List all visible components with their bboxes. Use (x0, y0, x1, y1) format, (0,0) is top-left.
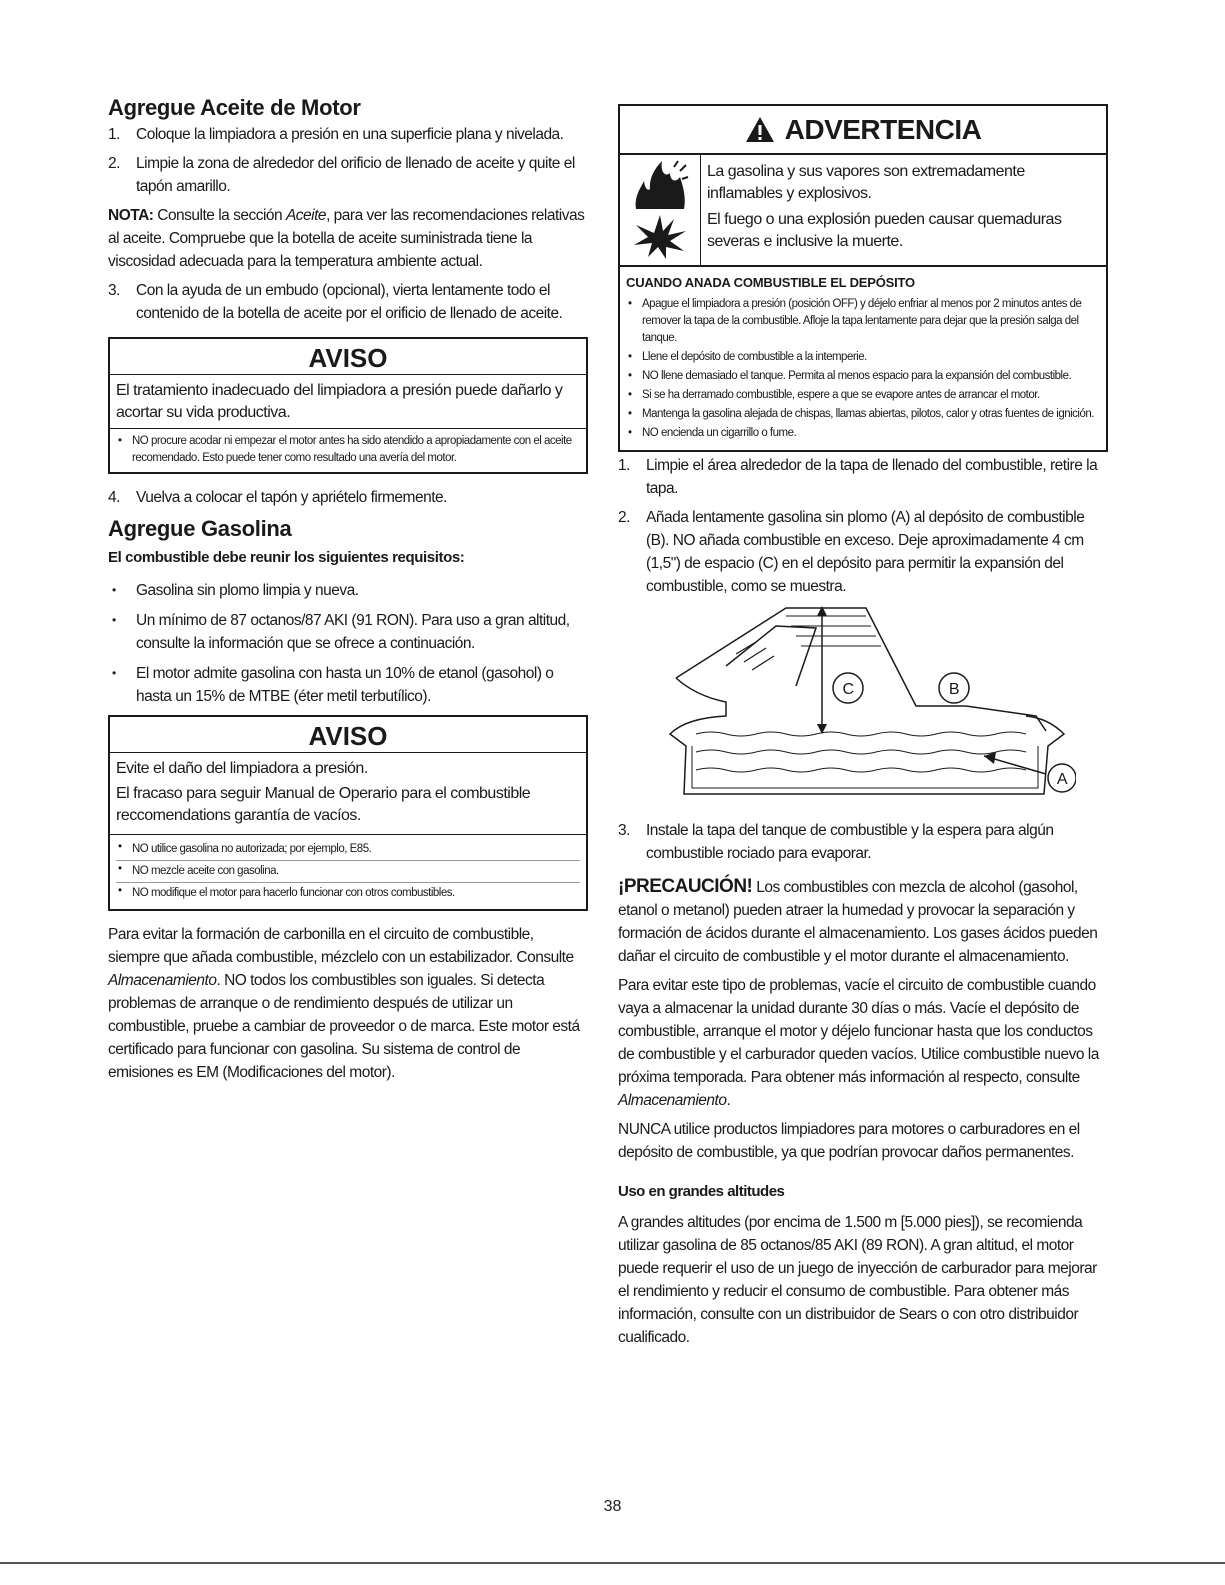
explosion-icon (630, 211, 690, 261)
aviso-line: El fracaso para seguir Manual de Operario para el combustible reccomendations garantía de vacíos. (116, 785, 531, 824)
step-text: Limpie la zona de alrededor del orificio de llenado de aceite y quite el tapón amarillo. (136, 155, 575, 195)
advertencia-list (620, 296, 1106, 450)
page-number: 38 (603, 1498, 622, 1515)
oil-steps (108, 123, 588, 198)
label-c: C (842, 681, 854, 698)
list-item: • Gasolina sin plomo limpia y nueva. (108, 579, 588, 602)
hazard-icons (620, 155, 701, 265)
fuel-tank-illustration (666, 606, 1076, 806)
fuel-step-3 (618, 819, 1108, 865)
advertencia-subtitle: CUANDO ANADA COMBUSTIBLE EL DEPÓSITO (626, 275, 915, 290)
aviso-main-text (110, 753, 586, 835)
fire-icon (630, 159, 690, 211)
aviso-title: AVISO (110, 717, 586, 753)
precaucion-paragraph (618, 875, 1108, 968)
list-item: • NO llene demasiado el tanque. Permita al menos espacio para la expansión del combustible. (626, 368, 1100, 385)
advertencia-header (620, 106, 1106, 155)
paragraph-text: . NO todos los combustibles son iguales. Si detecta problemas de arranque o de rendimiento después de utilizar un combustible, pruebe a cambiar de proveedor o de marca. Este motor está certificado para funcionar con gasolina. Su sistema de control de emisiones es EM (Modificaciones del motor). (108, 972, 580, 1081)
list-item (618, 506, 1108, 598)
nota-link-text: Aceite (285, 207, 327, 224)
storage-paragraph (618, 974, 1108, 1112)
paragraph-link-text: Almacenamiento (618, 1092, 727, 1109)
altitude-paragraph: A grandes altitudes (por encima de 1.500 m [5.000 pies]), se recomienda utilizar gasolina de 85 octanos/85 AKI (89 RON). A gran altitud, el motor puede requerir el uso de un juego de inyección de carburador para mejorar el rendimiento y reducir el consumo de combustible. Para obtener más información, consulte con un distribuidor de Sears o con otro distribuidor cualificado. (618, 1214, 1097, 1346)
aviso-box-fuel (108, 715, 588, 911)
advertencia-title: ADVERTENCIA (784, 114, 982, 145)
fuel-steps (618, 454, 1108, 598)
paragraph-text: . (726, 1092, 731, 1109)
precaucion-label: ¡PRECAUCIÓN! (618, 876, 753, 897)
list-item: • Si se ha derramado combustible, espere a que se evapore antes de arrancar el motor. (626, 387, 1100, 404)
oil-step-3 (108, 279, 588, 325)
gas-section-title: Agregue Gasolina (108, 516, 292, 541)
step-number: 2. (108, 155, 120, 172)
oil-step-4 (108, 486, 588, 509)
list-item (108, 123, 588, 146)
list-item: • NO procure acodar ni empezar el motor antes ha sido atendido a apropiadamente con el aceite recomendado. Esto puede tener como resultado una avería del motor. (116, 433, 580, 467)
step-number: 1. (108, 126, 120, 143)
nunca-paragraph: NUNCA utilice productos limpiadores para motores o carburadores en el depósito de combustible, ya que podrían provocar daños permanentes. (618, 1121, 1080, 1161)
hazard-line: La gasolina y sus vapores son extremadamente inflamables y explosivos. (707, 163, 1025, 202)
list-item (108, 279, 588, 325)
warning-triangle-icon (745, 116, 775, 143)
fuel-tank-diagram (666, 606, 1108, 813)
step-text: Vuelva a colocar el tapón y apriételo firmemente. (136, 489, 447, 506)
step-number: 3. (108, 282, 120, 299)
advertencia-box (618, 104, 1108, 452)
aviso-list (110, 429, 586, 472)
paragraph-link-text: Almacenamiento (108, 972, 217, 989)
hazard-line: El fuego o una explosión pueden causar quemaduras severas e inclusive la muerte. (707, 211, 1062, 250)
list-item: • Mantenga la gasolina alejada de chispas, llamas abiertas, pilotos, calor y otras fuentes de ignición. (626, 406, 1100, 423)
paragraph-text: Los combustibles con mezcla de alcohol (gasohol, etanol o metanol) pueden atraer la humedad y provocar la separación y formación de ácidos durante el almacenamiento. Los gases ácidos pueden dañar el circuito de combustible y el motor durante el almacenamiento. (618, 879, 1098, 965)
step-text: Añada lentamente gasolina sin plomo (A) al depósito de combustible (B). NO añada combustible en exceso. Deje aproximadamente 4 cm (1,5") de espacio (C) en el depósito para permitir la expansión del combustible, como se muestra. (646, 509, 1085, 595)
nota-text: Consulte la sección (153, 207, 286, 224)
step-text: Limpie el área alrededor de la tapa de llenado del combustible, retire la tapa. (646, 457, 1098, 497)
label-a: A (1056, 771, 1068, 788)
list-item: • NO mezcle aceite con gasolina. (116, 861, 580, 883)
step-text: Coloque la limpiadora a presión en una superficie plana y nivelada. (136, 126, 564, 143)
divider (0, 1562, 1225, 1564)
list-item: • NO modifique el motor para hacerlo funcionar con otros combustibles. (116, 883, 580, 904)
oil-section-title: Agregue Aceite de Motor (108, 95, 361, 120)
nota-text: , para ver las recomendaciones relativas al aceite. Compruebe que la botella de aceite suministrada tiene la viscosidad adecuada para la temperatura ambiente actual. (108, 207, 585, 270)
requirements-title: El combustible debe reunir los siguientes requisitos: (108, 549, 465, 566)
step-number: 1. (618, 457, 630, 474)
list-item (618, 819, 1108, 865)
step-number: 3. (618, 822, 630, 839)
paragraph-text: Para evitar este tipo de problemas, vacíe el circuito de combustible cuando vaya a almacenar la unidad durante 30 días o más. Vacíe el depósito de combustible, arranque el motor y déjelo funcionar hasta que los conductos de combustible y el carburador queden vacíos. Utilice combustible nuevo la próxima temporada. Para obtener más información al respecto, consulte (618, 977, 1099, 1086)
step-number: 4. (108, 489, 120, 506)
right-column (618, 96, 1108, 1355)
hazard-text (701, 155, 1106, 265)
aviso-main-text: El tratamiento inadecuado del limpiadora a presión puede dañarlo y acortar su vida productiva. (110, 375, 586, 429)
step-number: 2. (618, 509, 630, 526)
hazard-row (620, 155, 1106, 267)
label-b: B (948, 681, 960, 698)
list-item: • Apague el limpiadora a presión (posición OFF) y déjelo enfriar al menos por 2 minutos antes de remover la tapa de la combustible. Afloje la tapa lentamente para dejar que la presión salga del tanque. (626, 296, 1100, 347)
list-item (108, 152, 588, 198)
list-item: • Llene el depósito de combustible a la intemperie. (626, 349, 1100, 366)
step-text: Con la ayuda de un embudo (opcional), vierta lentamente todo el contenido de la botella de aceite por el orificio de llenado de aceite. (136, 282, 563, 322)
stabilizer-paragraph (108, 923, 588, 1084)
nota-label: NOTA: (108, 207, 154, 224)
aviso-line: Evite el daño del limpiadora a presión. (116, 760, 368, 777)
list-item: • NO encienda un cigarrillo o fume. (626, 425, 1100, 442)
requirements-list (108, 579, 588, 708)
nota-paragraph (108, 204, 588, 273)
list-item: • NO utilice gasolina no autorizada; por ejemplo, E85. (116, 839, 580, 861)
paragraph-text: Para evitar la formación de carbonilla en el circuito de combustible, siempre que añada combustible, mézclelo con un estabilizador. Consulte (108, 926, 574, 966)
list-item: • El motor admite gasolina con hasta un 10% de etanol (gasohol) o hasta un 15% de MTBE (éter metil terbutílico). (108, 662, 588, 708)
altitude-title: Uso en grandes altitudes (618, 1183, 785, 1200)
aviso-list (110, 835, 586, 909)
list-item (618, 454, 1108, 500)
left-column (108, 96, 588, 1090)
aviso-title: AVISO (110, 339, 586, 375)
aviso-box-oil (108, 337, 588, 474)
step-text: Instale la tapa del tanque de combustible y la espera para algún combustible rociado para evaporar. (646, 822, 1054, 862)
list-item: • Un mínimo de 87 octanos/87 AKI (91 RON). Para uso a gran altitud, consulte la información que se ofrece a continuación. (108, 609, 588, 655)
list-item (108, 486, 588, 509)
